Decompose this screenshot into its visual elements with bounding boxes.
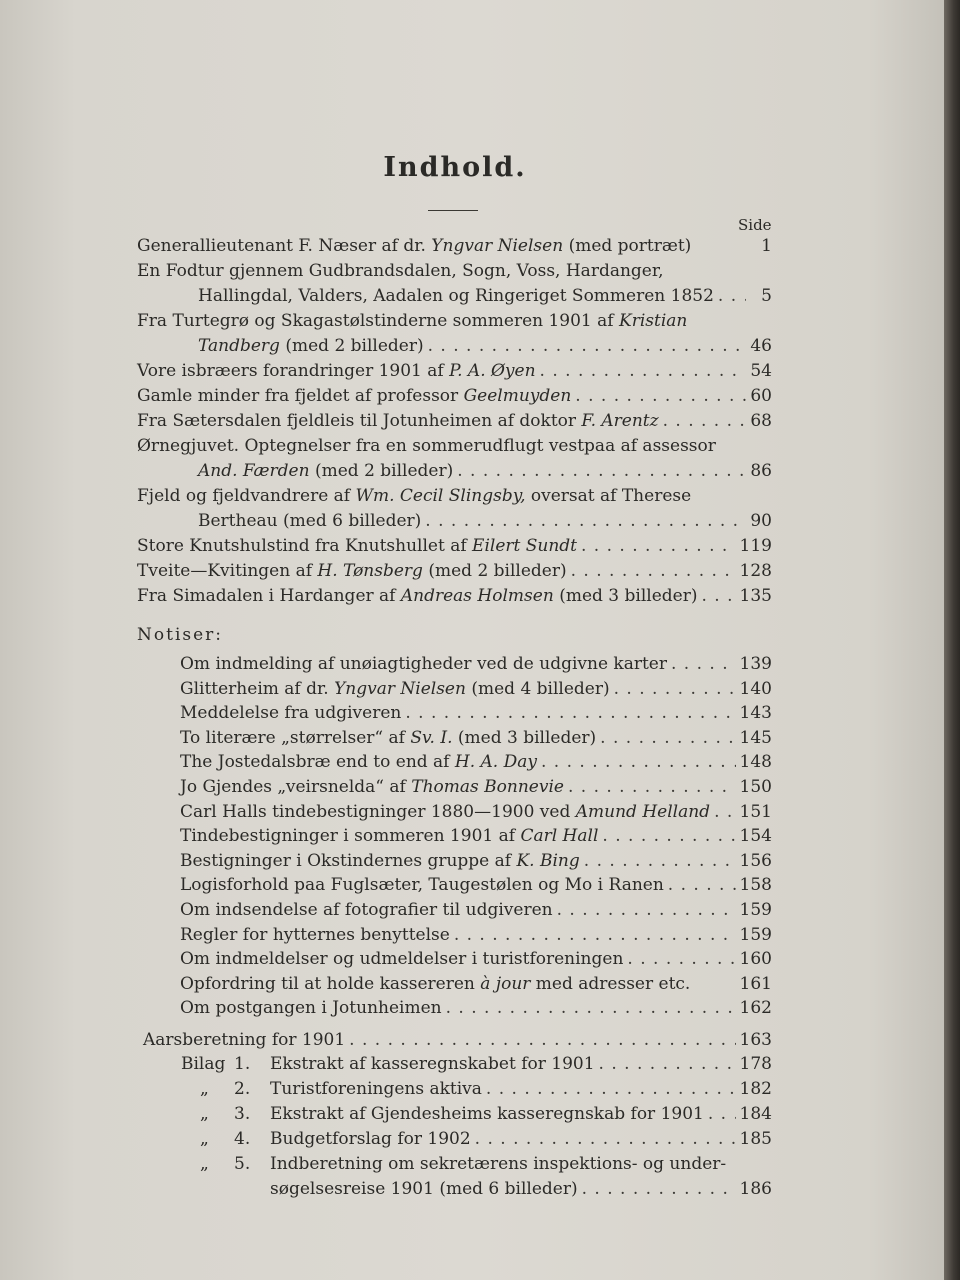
- page-number: 182: [739, 1079, 772, 1099]
- toc-entry: [137, 434, 716, 458]
- notiser-entry: [180, 849, 772, 873]
- entry-title: [180, 824, 598, 848]
- title-text: Aarsberetning for 1901: [143, 1030, 346, 1050]
- dot-leader: [701, 584, 735, 608]
- bilag-number: 2.: [234, 1079, 251, 1099]
- entry-title: [180, 972, 690, 996]
- book-binding: [944, 0, 960, 1280]
- title-text: Om postgangen i Jotunheimen: [180, 998, 442, 1019]
- title-text: Glitterheim af dr.: [180, 678, 335, 699]
- title-text: Om indmelding af unøiagtigheder ved de udgivne karter: [180, 654, 667, 674]
- page-number: 145: [739, 727, 772, 748]
- author-name: H. A. Day: [454, 752, 537, 773]
- entry-title: [180, 800, 710, 824]
- dot-leader: [571, 559, 736, 583]
- dot-leader: [708, 1102, 736, 1126]
- entry-title: [143, 1028, 345, 1052]
- page-number: 161: [739, 973, 772, 994]
- title-text: En Fodtur gjennem Gudbrandsdalen, Sogn, Voss, Hardanger,: [137, 261, 664, 281]
- title-text: The Jostedalsbræ end to end af: [180, 752, 455, 773]
- notiser-entry: [180, 873, 772, 897]
- page-title: Indhold.: [383, 152, 527, 183]
- page-number: 119: [739, 536, 772, 556]
- toc-entry: [137, 559, 772, 583]
- dot-leader: [671, 652, 736, 676]
- author-name: K. Bing: [516, 850, 580, 871]
- page-number: 160: [739, 949, 772, 970]
- entry-title: [198, 284, 714, 308]
- notiser-entry: [180, 824, 772, 848]
- entry-title: [198, 509, 421, 533]
- title-text: oversat af Therese: [525, 486, 692, 506]
- title-text: (med 4 billeder): [465, 678, 610, 699]
- author-name: Wm. Cecil Slingsby,: [355, 486, 526, 506]
- page-number: 46: [750, 336, 772, 356]
- title-text: søgelsesreise 1901 (med 6 billeder): [270, 1179, 578, 1199]
- title-text: Ekstrakt af kasseregnskabet for 1901: [270, 1054, 595, 1074]
- entry-title: [180, 677, 610, 701]
- author-name: Yngvar Nielsen: [431, 236, 564, 256]
- bilag-entry: [270, 1152, 726, 1176]
- entry-title: [180, 652, 667, 676]
- bilag-number: 5.: [234, 1154, 251, 1174]
- dot-leader: [349, 1028, 735, 1052]
- page-number: 159: [739, 924, 772, 945]
- dot-leader: [454, 923, 736, 947]
- notiser-entry: [180, 750, 772, 774]
- author-name: Sv. I.: [410, 727, 453, 748]
- dot-leader: [540, 359, 746, 383]
- notiser-entry: [180, 775, 772, 799]
- bilag-number: 3.: [234, 1104, 251, 1124]
- page-number: 1: [761, 236, 772, 256]
- entry-title: [180, 923, 450, 947]
- page-number: 54: [750, 361, 772, 381]
- bilag-label: „: [200, 1154, 209, 1174]
- page-number: 135: [739, 586, 772, 606]
- toc-entry-continuation: [198, 334, 772, 358]
- page-number: 178: [739, 1054, 772, 1074]
- page-number: 185: [739, 1129, 772, 1149]
- page-number: 184: [739, 1104, 772, 1124]
- notiser-heading: Notiser:: [137, 625, 224, 645]
- entry-title: [180, 701, 401, 725]
- author-name: Andreas Holmsen: [400, 586, 554, 606]
- entry-title: [270, 1052, 595, 1076]
- title-text: (med 2 billeder): [422, 561, 567, 581]
- entry-title: [180, 947, 623, 971]
- dot-leader: [599, 1052, 736, 1076]
- title-text: Generallieutenant F. Næser af dr.: [137, 236, 432, 256]
- title-text: Turistforeningens aktiva: [270, 1079, 482, 1099]
- notiser-entry: [180, 652, 772, 676]
- title-text: Tindebestigninger i sommeren 1901 af: [180, 826, 521, 847]
- dot-leader: [584, 849, 736, 873]
- page-number: 151: [739, 801, 772, 822]
- dot-leader: [486, 1077, 736, 1101]
- dot-leader: [718, 284, 746, 308]
- entry-title: [180, 898, 553, 922]
- page-number: 140: [739, 678, 772, 699]
- dot-leader: [557, 898, 736, 922]
- page-number: 5: [761, 286, 772, 306]
- notiser-entry: [180, 701, 772, 725]
- entry-title: [270, 1102, 704, 1126]
- dot-leader: [428, 334, 746, 358]
- bilag-label: Bilag: [181, 1054, 226, 1074]
- title-text: Meddelelse fra udgiveren: [180, 703, 402, 724]
- page-number: 162: [739, 998, 772, 1019]
- toc-entry: [137, 234, 772, 258]
- title-text: Vore isbræers forandringer 1901 af: [137, 361, 450, 381]
- author-name: P. A. Øyen: [449, 361, 536, 381]
- toc-entry: [137, 484, 691, 508]
- title-text: Gamle minder fra fjeldet af professor: [137, 386, 464, 406]
- title-text: Store Knutshulstind fra Knutshullet af: [137, 536, 473, 556]
- entry-title: [270, 1127, 471, 1151]
- dot-leader: [627, 947, 735, 971]
- entry-title: [137, 359, 536, 383]
- dot-leader: [446, 996, 736, 1020]
- author-name: Thomas Bonnevie: [411, 777, 564, 797]
- entry-title: [270, 1177, 578, 1201]
- dot-leader: [457, 459, 746, 483]
- author-name: Amund Helland: [575, 801, 711, 822]
- page-number: 60: [750, 386, 772, 406]
- page-number: 159: [739, 900, 772, 920]
- entry-title: [137, 584, 697, 608]
- page-number: 139: [739, 654, 772, 674]
- bilag-number: 4.: [234, 1129, 251, 1149]
- side-column-label: Side: [738, 216, 772, 234]
- title-text: med adresser etc.: [530, 973, 691, 994]
- author-name: Eilert Sundt: [472, 536, 577, 556]
- notiser-entry: [180, 898, 772, 922]
- toc-entry: [137, 384, 772, 408]
- dot-leader: [568, 775, 736, 799]
- author-name: H. Tønsberg: [317, 561, 423, 581]
- title-text: Bertheau (med 6 billeder): [198, 511, 422, 531]
- toc-entry: [137, 584, 772, 608]
- title-text: Ørnegjuvet. Optegnelser fra en sommerudflugt vestpaa af assessor: [137, 436, 716, 456]
- dot-leader: [581, 534, 736, 558]
- dot-leader: [602, 824, 735, 848]
- entry-title: [270, 1077, 482, 1101]
- dot-leader: [614, 677, 736, 701]
- title-text: Fra Turtegrø og Skagastølstinderne sommeren 1901 af: [137, 311, 619, 331]
- notiser-entry: [180, 996, 772, 1020]
- dot-leader: [541, 750, 736, 774]
- bilag-entry: [270, 1127, 772, 1151]
- page-number: 186: [739, 1179, 772, 1199]
- title-text: Carl Halls tindebestigninger 1880—1900 ved: [180, 801, 576, 822]
- toc-entry: [137, 259, 664, 283]
- dot-leader: [668, 873, 736, 897]
- notiser-entry: [180, 726, 772, 750]
- page-number: 143: [739, 703, 772, 724]
- title-text: Ekstrakt af Gjendesheims kasseregnskab for 1901: [270, 1104, 704, 1124]
- dot-leader: [425, 509, 746, 533]
- page-number: 86: [750, 461, 772, 481]
- dot-leader: [405, 701, 735, 725]
- bilag-label: „: [200, 1079, 209, 1099]
- bilag-label: „: [200, 1129, 209, 1149]
- dot-leader: [663, 409, 746, 433]
- entry-title: [137, 384, 571, 408]
- title-text: (med 3 billeder): [452, 727, 597, 748]
- entry-title: [180, 996, 442, 1020]
- toc-entry: [137, 534, 772, 558]
- title-text: Opfordring til at holde kassereren: [180, 973, 481, 994]
- author-name: Geelmuyden: [463, 386, 572, 406]
- toc-entry-continuation: [198, 509, 772, 533]
- bilag-entry: [270, 1077, 772, 1101]
- entry-title: [137, 534, 577, 558]
- entry-title: [180, 849, 580, 873]
- notiser-entry: [180, 947, 772, 971]
- author-name: Carl Hall: [520, 826, 599, 847]
- page-number: 150: [739, 777, 772, 797]
- entry-title: [198, 334, 424, 358]
- entry-title: [180, 750, 537, 774]
- toc-entry: [137, 409, 772, 433]
- bilag-label: „: [200, 1104, 209, 1124]
- title-text: (med portræt): [563, 236, 692, 256]
- title-text: (med 3 billeder): [553, 586, 698, 606]
- dot-leader: [582, 1177, 736, 1201]
- title-text: (med 2 billeder): [279, 336, 424, 356]
- entry-title: [137, 559, 567, 583]
- title-text: Om indsendelse af fotografier til udgiveren: [180, 900, 553, 920]
- notiser-entry: [180, 800, 772, 824]
- dot-leader: [475, 1127, 736, 1151]
- dot-leader: [600, 726, 735, 750]
- entry-title: [137, 409, 659, 433]
- author-name: F. Arentz: [581, 411, 659, 431]
- title-text: Fjeld og fjeldvandrere af: [137, 486, 356, 506]
- notiser-entry: [180, 923, 772, 947]
- author-name: Yngvar Nielsen: [334, 678, 466, 699]
- aarsberetning-entry: [143, 1028, 772, 1052]
- bilag-number: 1.: [234, 1054, 251, 1074]
- author-name: Tandberg: [198, 336, 280, 356]
- bilag-entry: [270, 1102, 772, 1126]
- title-text: (med 2 billeder): [309, 461, 454, 481]
- title-text: Indberetning om sekretærens inspektions- og under-: [270, 1154, 727, 1174]
- dot-leader: [714, 800, 735, 824]
- entry-title: [180, 726, 596, 750]
- page-number: 148: [739, 752, 772, 773]
- entry-title: [137, 234, 691, 258]
- title-text: Budgetforslag for 1902: [270, 1129, 471, 1149]
- title-text: Tveite—Kvitingen af: [137, 561, 318, 581]
- page-number: 156: [739, 850, 772, 871]
- page-number: 154: [739, 826, 772, 847]
- dot-leader: [575, 384, 746, 408]
- entry-title: [180, 873, 664, 897]
- title-text: Fra Sætersdalen fjeldleis til Jotunheimen af doktor: [137, 411, 582, 431]
- page-number: 158: [739, 875, 772, 896]
- bilag-entry: [270, 1052, 772, 1076]
- title-text: Bestigninger i Okstindernes gruppe af: [180, 850, 517, 871]
- page-number: 163: [739, 1030, 772, 1050]
- title-text: Logisforhold paa Fuglsæter, Taugestølen og Mo i Ranen: [180, 875, 664, 896]
- author-name: à jour: [480, 973, 531, 994]
- page-number: 90: [750, 511, 772, 531]
- toc-entry-continuation: [198, 459, 772, 483]
- bilag-entry-continuation: [270, 1177, 772, 1201]
- page-number: 128: [739, 561, 772, 581]
- title-text: Jo Gjendes „veirsnelda“ af: [180, 777, 412, 797]
- author-name: Kristian: [619, 311, 688, 331]
- title-text: Fra Simadalen i Hardanger af: [137, 586, 401, 606]
- notiser-entry: [180, 677, 772, 701]
- notiser-entry: [180, 972, 772, 996]
- title-text: Regler for hytternes benyttelse: [180, 924, 450, 945]
- toc-entry: [137, 359, 772, 383]
- entry-title: [180, 775, 564, 799]
- entry-title: [198, 459, 453, 483]
- toc-entry: [137, 309, 687, 333]
- title-text: To literære „størrelser“ af: [180, 727, 411, 748]
- page-number: 68: [750, 411, 772, 431]
- title-text: Om indmeldelser og udmeldelser i turistforeningen: [180, 949, 624, 970]
- title-text: Hallingdal, Valders, Aadalen og Ringeriget Sommeren 1852: [198, 286, 714, 306]
- author-name: And. Færden: [198, 461, 310, 481]
- toc-entry-continuation: [198, 284, 772, 308]
